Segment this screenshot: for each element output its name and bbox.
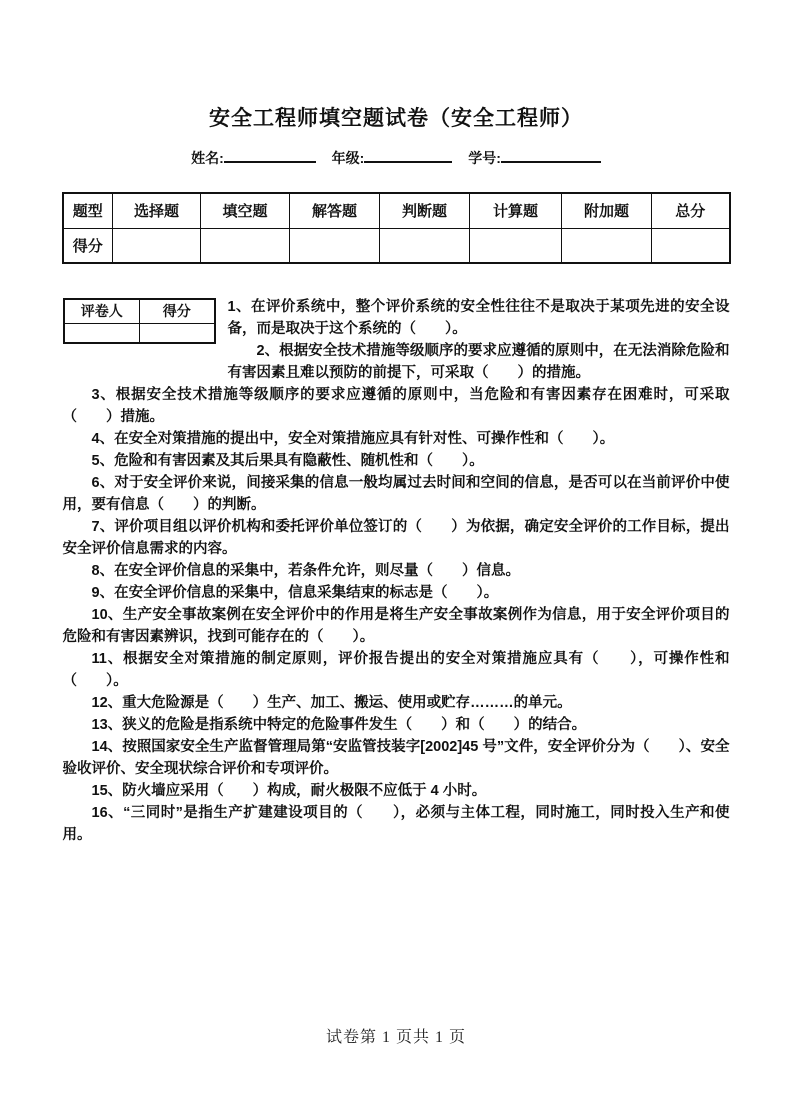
question-2: 2、根据安全技术措施等级顺序的要求应遵循的原则中，在无法消除危险和有害因素且难以预防的前提下，可采取（ ）的措施。 <box>227 343 730 381</box>
grader-score-label: 得分 <box>140 299 215 323</box>
header-fill-blank: 填空题 <box>201 193 290 228</box>
grader-score-cell <box>140 323 215 343</box>
score-row-label: 得分 <box>63 228 113 263</box>
question-7: 7、评价项目组以评价机构和委托评价单位签订的（ ）为依据，确定安全评价的工作目标，提出安全评价信息需求的内容。 <box>62 519 730 557</box>
question-5: 5、危险和有害因素及其后果具有隐蔽性、随机性和（ ）。 <box>91 453 484 469</box>
score-cell <box>290 228 380 263</box>
question-16: 16、“三同时”是指生产扩建建设项目的（ ），必须与主体工程，同时施工，同时投入生产和使用。 <box>62 805 730 843</box>
name-label: 姓名: <box>191 150 224 166</box>
page-title: 安全工程师填空题试卷（安全工程师） <box>209 107 583 130</box>
name-field <box>191 148 316 168</box>
question-1: 1、在评价系统中，整个评价系统的安全性往往不是取决于某项先进的安全设备，而是取决于这个系统的（ ）。 <box>227 299 730 337</box>
question-4: 4、在安全对策措施的提出中，安全对策措施应具有针对性、可操作性和（ ）。 <box>91 431 615 447</box>
score-summary-table <box>62 192 731 264</box>
question-10: 10、生产安全事故案例在安全评价中的作用是将生产安全事故案例作为信息，用于安全评价项目的危险和有害因素辨识，找到可能存在的（ ）。 <box>62 607 730 645</box>
student-id-field <box>468 148 601 168</box>
question-6: 6、对于安全评价来说，间接采集的信息一般均属过去时间和空间的信息，是否可以在当前评价中使用，要有信息（ ）的判断。 <box>62 475 730 513</box>
student-info-row <box>0 148 792 168</box>
grade-field <box>332 148 453 168</box>
questions-section <box>63 296 730 846</box>
student-id-blank <box>501 150 601 163</box>
name-blank <box>224 150 316 163</box>
question-15: 15、防火墙应采用（ ）构成，耐火极限不应低于 4 小时。 <box>91 783 487 799</box>
header-total: 总分 <box>652 193 730 228</box>
score-cell <box>113 228 201 263</box>
question-12: 12、重大危险源是（ ）生产、加工、搬运、使用或贮存………的单元。 <box>91 695 572 711</box>
page-footer: 试卷第 1 页共 1 页 <box>325 1029 466 1046</box>
header-calculation: 计算题 <box>470 193 562 228</box>
score-table-score-row <box>63 228 730 263</box>
header-bonus: 附加题 <box>562 193 652 228</box>
question-13: 13、狭义的危险是指系统中特定的危险事件发生（ ）和（ ）的结合。 <box>91 717 587 733</box>
header-true-false: 判断题 <box>380 193 470 228</box>
score-cell <box>380 228 470 263</box>
question-9: 9、在安全评价信息的采集中，信息采集结束的标志是（ ）。 <box>91 585 499 601</box>
score-cell <box>652 228 730 263</box>
question-3: 3、根据安全技术措施等级顺序的要求应遵循的原则中，当危险和有害因素存在困难时，可采取（ ）措施。 <box>62 387 730 425</box>
question-14: 14、按照国家安全生产监督管理局第“安监管技装字[2002]45 号”文件，安全评价分为（ ）、安全验收评价、安全现状综合评价和专项评价。 <box>62 739 730 777</box>
score-cell <box>201 228 290 263</box>
grader-cell <box>64 323 140 343</box>
grade-label: 年级: <box>331 150 365 166</box>
header-multiple-choice: 选择题 <box>113 193 201 228</box>
grader-box-header-row <box>64 299 215 323</box>
student-id-label: 学号: <box>468 150 501 166</box>
header-short-answer: 解答题 <box>290 193 380 228</box>
header-question-type: 题型 <box>63 193 113 228</box>
question-11: 11、根据安全对策措施的制定原则，评价报告提出的安全对策措施应具有（ ），可操作性和（ ）。 <box>62 651 730 689</box>
grader-score-box <box>63 298 216 344</box>
grader-label: 评卷人 <box>64 299 140 323</box>
grader-box-empty-row <box>64 323 215 343</box>
score-cell <box>470 228 562 263</box>
grade-blank <box>364 150 452 163</box>
question-8: 8、在安全评价信息的采集中，若条件允许，则尽量（ ）信息。 <box>91 563 521 579</box>
score-table-header-row <box>63 193 730 228</box>
score-cell <box>562 228 652 263</box>
